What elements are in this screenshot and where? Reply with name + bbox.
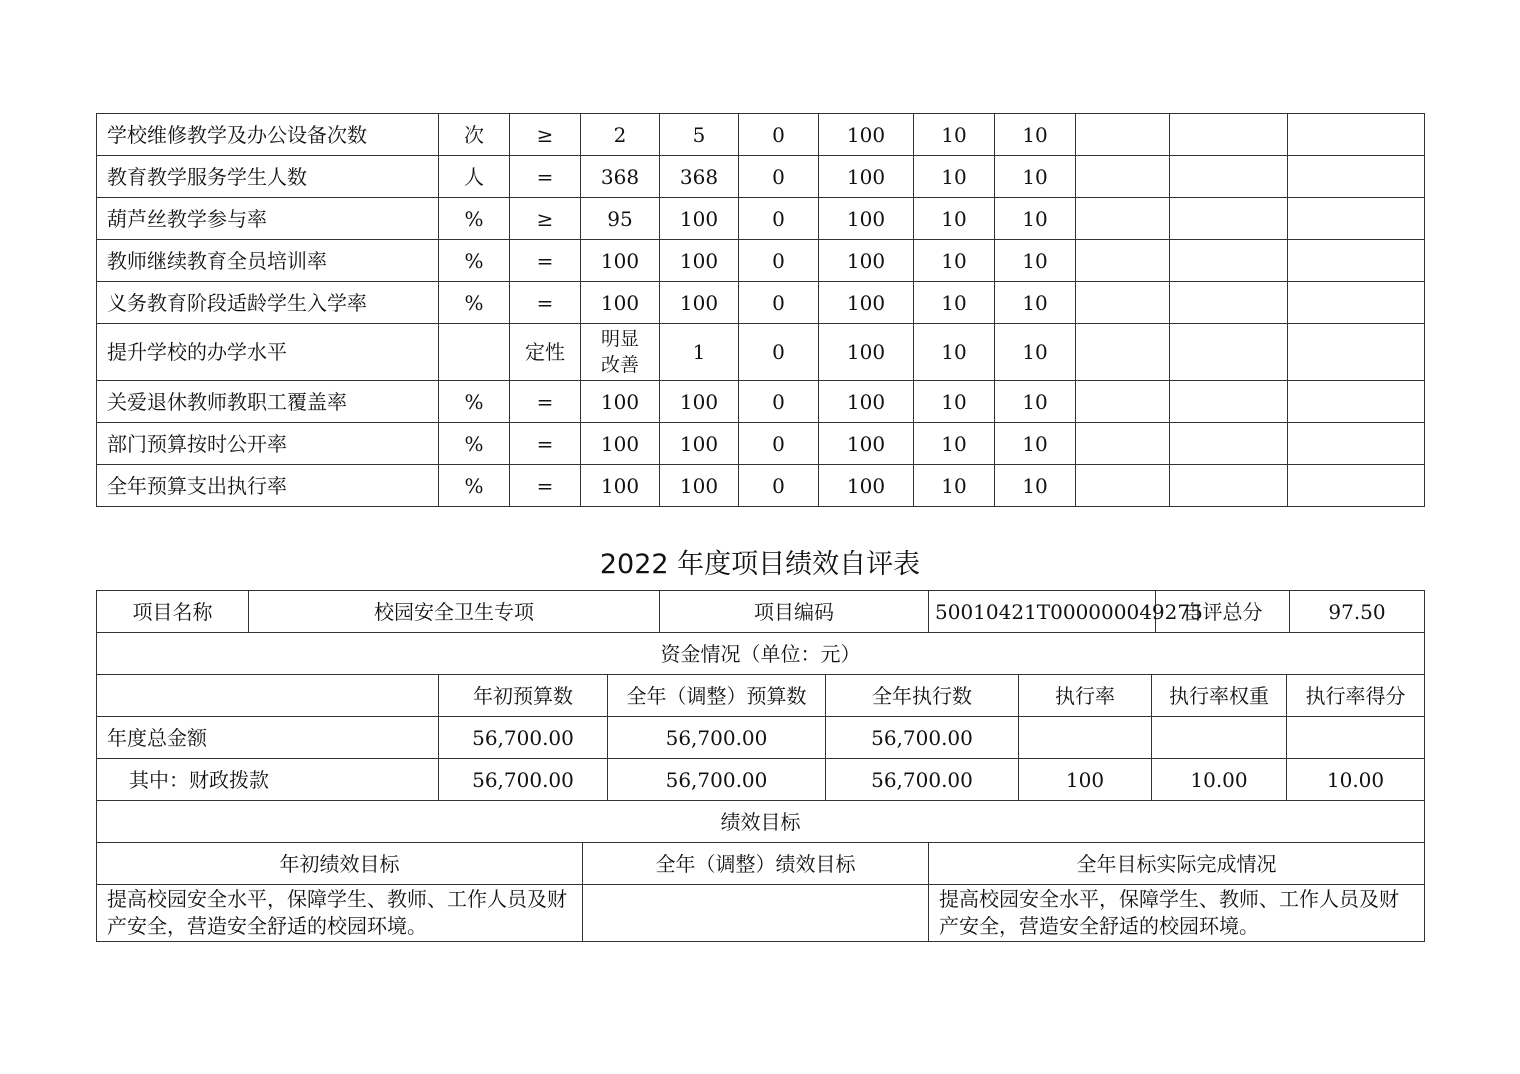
funds-header: 资金情况（单位：元） (97, 633, 1425, 675)
project-code-value: 50010421T000000049275 (929, 591, 1156, 633)
indicator-target: 100 (581, 423, 660, 465)
indicator-name: 关爱退休教师教职工覆盖率 (97, 381, 439, 423)
indicator-col-d: 10 (995, 381, 1076, 423)
indicator-empty-cell (1170, 240, 1288, 282)
indicator-col-b: 100 (819, 114, 914, 156)
indicator-unit: % (439, 465, 510, 507)
indicator-col-b: 100 (819, 465, 914, 507)
indicator-empty-cell (1170, 381, 1288, 423)
goals-text-row (97, 885, 1425, 942)
goals-initial-text: 提高校园安全水平，保障学生、教师、工作人员及财产安全，营造安全舒适的校园环境。 (97, 885, 583, 942)
indicator-col-b: 100 (819, 423, 914, 465)
indicator-unit: % (439, 198, 510, 240)
indicator-row (97, 465, 1425, 507)
indicator-empty-cell (1288, 465, 1425, 507)
indicator-col-a: 0 (739, 465, 819, 507)
indicator-col-c: 10 (914, 465, 995, 507)
indicator-empty-cell (1170, 156, 1288, 198)
funds-total-weight (1152, 717, 1287, 759)
indicator-col-d: 10 (995, 324, 1076, 381)
indicator-operator: ≥ (510, 114, 581, 156)
funds-fiscal-row (97, 759, 1425, 801)
indicator-col-d: 10 (995, 282, 1076, 324)
project-name-value: 校园安全卫生专项 (249, 591, 660, 633)
indicator-empty-cell (1170, 324, 1288, 381)
indicator-col-a: 0 (739, 324, 819, 381)
funds-fiscal-score: 10.00 (1287, 759, 1425, 801)
goals-col-initial: 年初绩效目标 (97, 843, 583, 885)
indicator-target: 100 (581, 465, 660, 507)
funds-fiscal-executed: 56,700.00 (826, 759, 1019, 801)
indicator-empty-cell (1288, 240, 1425, 282)
goals-actual-text: 提高校园安全水平，保障学生、教师、工作人员及财产安全，营造安全舒适的校园环境。 (929, 885, 1425, 942)
indicator-target: 95 (581, 198, 660, 240)
indicator-col-c: 10 (914, 324, 995, 381)
indicator-row (97, 381, 1425, 423)
indicator-operator: = (510, 381, 581, 423)
indicator-col-b: 100 (819, 240, 914, 282)
project-name-label: 项目名称 (97, 591, 249, 633)
indicator-empty-cell (1076, 381, 1170, 423)
indicator-target: 368 (581, 156, 660, 198)
indicator-empty-cell (1288, 324, 1425, 381)
funds-col-rate-score: 执行率得分 (1287, 675, 1425, 717)
indicator-unit: 次 (439, 114, 510, 156)
indicator-unit: % (439, 381, 510, 423)
funds-total-adjusted: 56,700.00 (608, 717, 826, 759)
funds-total-score (1287, 717, 1425, 759)
indicator-unit: % (439, 240, 510, 282)
indicator-target: 100 (581, 381, 660, 423)
funds-fiscal-initial: 56,700.00 (439, 759, 608, 801)
page-title: 2022 年度项目绩效自评表 (599, 549, 921, 580)
indicator-col-a: 0 (739, 240, 819, 282)
indicator-col-b: 100 (819, 198, 914, 240)
indicator-name: 提升学校的办学水平 (97, 324, 439, 381)
indicator-empty-cell (1076, 198, 1170, 240)
indicator-col-c: 10 (914, 423, 995, 465)
indicator-col-c: 10 (914, 240, 995, 282)
indicator-col-d: 10 (995, 198, 1076, 240)
indicator-row (97, 240, 1425, 282)
indicator-col-a: 0 (739, 198, 819, 240)
funds-col-executed: 全年执行数 (826, 675, 1019, 717)
funds-fiscal-weight: 10.00 (1152, 759, 1287, 801)
indicator-name: 义务教育阶段适龄学生入学率 (97, 282, 439, 324)
indicator-target: 明显改善 (581, 324, 660, 381)
funds-total-label: 年度总金额 (97, 717, 439, 759)
indicator-row (97, 198, 1425, 240)
indicator-empty-cell (1170, 114, 1288, 156)
indicator-operator: = (510, 240, 581, 282)
indicator-actual: 1 (660, 324, 739, 381)
indicator-actual: 368 (660, 156, 739, 198)
indicator-empty-cell (1076, 156, 1170, 198)
indicator-col-c: 10 (914, 156, 995, 198)
score-value: 97.50 (1290, 591, 1425, 633)
indicator-actual: 5 (660, 114, 739, 156)
funds-total-executed: 56,700.00 (826, 717, 1019, 759)
indicator-col-d: 10 (995, 240, 1076, 282)
funds-corner-cell (97, 675, 439, 717)
indicator-col-c: 10 (914, 114, 995, 156)
indicator-empty-cell (1076, 423, 1170, 465)
goals-header-row (97, 801, 1425, 843)
indicator-operator: = (510, 465, 581, 507)
indicator-empty-cell (1288, 198, 1425, 240)
indicator-row (97, 423, 1425, 465)
indicator-empty-cell (1076, 240, 1170, 282)
indicator-empty-cell (1170, 423, 1288, 465)
indicator-col-a: 0 (739, 114, 819, 156)
funds-col-rate-weight: 执行率权重 (1152, 675, 1287, 717)
indicator-actual: 100 (660, 465, 739, 507)
indicator-name: 葫芦丝教学参与率 (97, 198, 439, 240)
indicator-operator: 定性 (510, 324, 581, 381)
indicator-empty-cell (1076, 324, 1170, 381)
indicator-empty-cell (1170, 198, 1288, 240)
funds-columns-row (97, 675, 1425, 717)
indicator-col-b: 100 (819, 282, 914, 324)
indicator-col-a: 0 (739, 156, 819, 198)
indicator-empty-cell (1076, 465, 1170, 507)
indicator-row (97, 282, 1425, 324)
indicator-unit: % (439, 423, 510, 465)
indicator-target: 100 (581, 282, 660, 324)
goals-columns-row (97, 843, 1425, 885)
indicator-col-d: 10 (995, 465, 1076, 507)
indicator-col-c: 10 (914, 282, 995, 324)
indicator-col-d: 10 (995, 156, 1076, 198)
funds-header-row (97, 633, 1425, 675)
indicator-name: 部门预算按时公开率 (97, 423, 439, 465)
goals-adjusted-text (583, 885, 929, 942)
indicator-empty-cell (1076, 282, 1170, 324)
indicator-col-d: 10 (995, 114, 1076, 156)
indicator-actual: 100 (660, 423, 739, 465)
funds-total-rate (1019, 717, 1152, 759)
indicator-empty-cell (1288, 114, 1425, 156)
indicator-empty-cell (1170, 282, 1288, 324)
indicator-name: 教师继续教育全员培训率 (97, 240, 439, 282)
project-code-label: 项目编码 (660, 591, 929, 633)
goals-header: 绩效目标 (97, 801, 1425, 843)
indicator-empty-cell (1288, 282, 1425, 324)
indicator-unit: 人 (439, 156, 510, 198)
funds-col-adjusted-budget: 全年（调整）预算数 (608, 675, 826, 717)
indicator-empty-cell (1288, 381, 1425, 423)
funds-fiscal-adjusted: 56,700.00 (608, 759, 826, 801)
indicator-col-b: 100 (819, 156, 914, 198)
project-evaluation-table (96, 590, 1425, 942)
indicator-col-a: 0 (739, 423, 819, 465)
goals-col-adjusted: 全年（调整）绩效目标 (583, 843, 929, 885)
indicator-operator: = (510, 423, 581, 465)
funds-total-row (97, 717, 1425, 759)
indicator-row (97, 156, 1425, 198)
indicator-name: 教育教学服务学生人数 (97, 156, 439, 198)
funds-fiscal-rate: 100 (1019, 759, 1152, 801)
indicator-actual: 100 (660, 198, 739, 240)
indicator-row (97, 114, 1425, 156)
indicator-col-b: 100 (819, 324, 914, 381)
indicator-empty-cell (1170, 465, 1288, 507)
indicator-empty-cell (1288, 423, 1425, 465)
indicator-actual: 100 (660, 240, 739, 282)
indicator-operator: = (510, 156, 581, 198)
indicator-actual: 100 (660, 381, 739, 423)
indicator-unit: % (439, 282, 510, 324)
indicator-row (97, 324, 1425, 381)
funds-col-initial-budget: 年初预算数 (439, 675, 608, 717)
project-info-row (97, 591, 1425, 633)
indicator-target: 100 (581, 240, 660, 282)
indicator-col-d: 10 (995, 423, 1076, 465)
indicator-name: 全年预算支出执行率 (97, 465, 439, 507)
indicator-operator: ≥ (510, 198, 581, 240)
funds-total-initial: 56,700.00 (439, 717, 608, 759)
indicator-col-a: 0 (739, 282, 819, 324)
indicator-empty-cell (1076, 114, 1170, 156)
indicator-target: 2 (581, 114, 660, 156)
indicator-empty-cell (1288, 156, 1425, 198)
funds-fiscal-label: 其中：财政拨款 (97, 759, 439, 801)
indicator-table (96, 113, 1425, 507)
indicator-name: 学校维修教学及办公设备次数 (97, 114, 439, 156)
indicator-unit (439, 324, 510, 381)
indicator-actual: 100 (660, 282, 739, 324)
indicator-col-a: 0 (739, 381, 819, 423)
indicator-operator: = (510, 282, 581, 324)
indicator-col-c: 10 (914, 381, 995, 423)
indicator-col-c: 10 (914, 198, 995, 240)
goals-col-actual: 全年目标实际完成情况 (929, 843, 1425, 885)
score-label: 自评总分 (1156, 591, 1290, 633)
funds-col-rate: 执行率 (1019, 675, 1152, 717)
indicator-col-b: 100 (819, 381, 914, 423)
